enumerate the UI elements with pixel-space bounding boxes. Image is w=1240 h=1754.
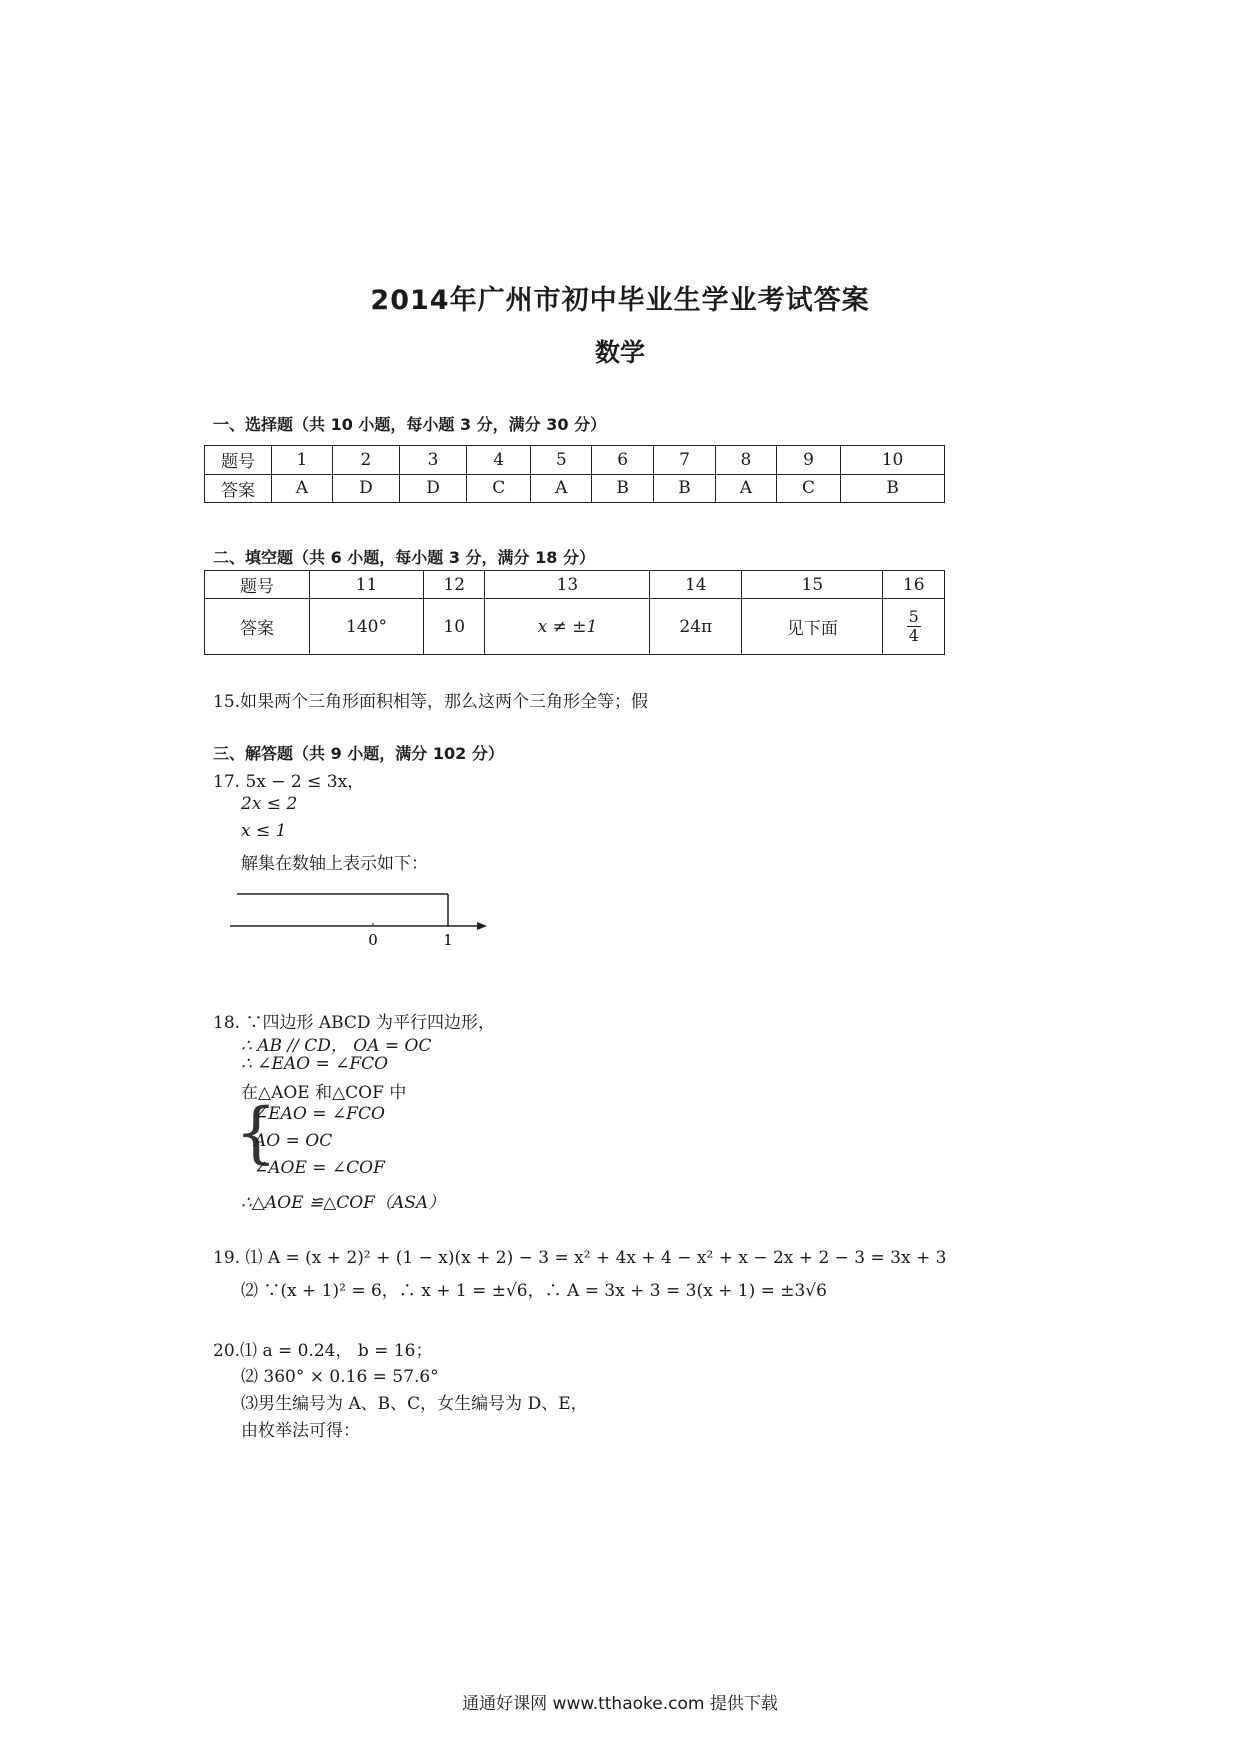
q18-line1: 18. ∵四边形 ABCD 为平行四边形，: [213, 1013, 495, 1033]
number-line: [225, 888, 505, 948]
question-number: 9: [776, 446, 840, 475]
q17-line4: 解集在数轴上表示如下：: [241, 854, 428, 874]
q20-line1: 20.⑴ a = 0.24， b = 16；: [213, 1341, 433, 1361]
answer-cell: B: [592, 474, 654, 503]
answer-row: [205, 474, 945, 503]
answer-cell: A: [531, 474, 592, 503]
q20-line2: ⑵ 360° × 0.16 = 57.6°: [241, 1367, 439, 1387]
question-number: 11: [310, 571, 424, 599]
answer-cell: A: [272, 474, 333, 503]
answer-cell: x ≠ ±1: [485, 599, 650, 655]
question-number: 2: [332, 446, 399, 475]
choice-answer-table: [204, 445, 945, 503]
answer-cell: 10: [423, 599, 485, 655]
answer-cell: 24π: [650, 599, 742, 655]
q18-line4: 在△AOE 和△COF 中: [241, 1083, 407, 1103]
question-number: 7: [654, 446, 716, 475]
q17-line3: x ≤ 1: [241, 821, 287, 841]
subject-title: 数学: [594, 338, 645, 367]
row-label: 题号: [205, 446, 272, 475]
answer-cell: C: [467, 474, 531, 503]
question-number: 4: [467, 446, 531, 475]
answer-cell: D: [399, 474, 466, 503]
question-row: [205, 571, 945, 599]
question-row: [205, 446, 945, 475]
q15-answer: 15.如果两个三角形面积相等，那么这两个三角形全等；假: [213, 692, 649, 712]
question-number: 12: [423, 571, 485, 599]
section2-heading: 二、填空题（共 6 小题，每小题 3 分，满分 18 分）: [213, 548, 595, 567]
answer-cell: 140°: [310, 599, 424, 655]
answer-cell: B: [841, 474, 945, 503]
fraction-denominator: 4: [908, 625, 919, 645]
q19-line2: ⑵ ∵(x + 1)² = 6，∴ x + 1 = ±√6，∴ A = 3x + 3 = 3(x + 1) = ±3√6: [241, 1281, 827, 1301]
q18-line3: ∴ ∠EAO = ∠FCO: [241, 1054, 389, 1074]
footer-source: 通通好课网 www.tthaoke.com 提供下载: [462, 1694, 778, 1714]
row-label: 题号: [205, 571, 310, 599]
question-number: 5: [531, 446, 592, 475]
axis-arrow: [477, 922, 487, 930]
q20-line3: ⑶男生编号为 A、B、C，女生编号为 D、E，: [241, 1394, 588, 1414]
q18-line2: ∴ AB // CD， OA = OC: [241, 1036, 432, 1056]
tick-label-1: 1: [443, 931, 453, 948]
answer-cell: D: [332, 474, 399, 503]
q17-line1: 17. 5x − 2 ≤ 3x，: [213, 772, 365, 792]
answer-cell: B: [654, 474, 716, 503]
q18-condition1: ∠EAO = ∠FCO: [254, 1104, 385, 1124]
question-number: 8: [716, 446, 777, 475]
question-number: 16: [883, 571, 945, 599]
q18-condition2: AO = OC: [254, 1131, 333, 1151]
q18-condition3: ∠AOE = ∠COF: [254, 1158, 385, 1178]
question-number: 15: [742, 571, 883, 599]
answer-cell: [883, 599, 945, 655]
fraction-numerator: 5: [908, 606, 919, 626]
answer-cell: C: [776, 474, 840, 503]
answer-cell: A: [716, 474, 777, 503]
question-number: 10: [841, 446, 945, 475]
q19-line1: 19. ⑴ A = (x + 2)² + (1 − x)(x + 2) − 3 = x² + 4x + 4 − x² + x − 2x + 2 − 3 = 3x + 3: [213, 1248, 947, 1268]
tick-label-0: 0: [368, 931, 378, 948]
left-brace: {: [235, 1094, 277, 1171]
question-number: 3: [399, 446, 466, 475]
answer-row: [205, 599, 945, 655]
question-number: 14: [650, 571, 742, 599]
q20-line4: 由枚举法可得：: [241, 1421, 360, 1441]
fill-answer-table: [204, 570, 945, 655]
row-label: 答案: [205, 599, 310, 655]
section1-heading: 一、选择题（共 10 小题，每小题 3 分，满分 30 分）: [213, 415, 607, 434]
q17-line2: 2x ≤ 2: [241, 794, 298, 814]
document-title: 2014年广州市初中毕业生学业考试答案: [370, 285, 870, 316]
section3-heading: 三、解答题（共 9 小题，满分 102 分）: [213, 744, 504, 763]
row-label: 答案: [205, 474, 272, 503]
question-number: 13: [485, 571, 650, 599]
question-number: 6: [592, 446, 654, 475]
answer-cell: 见下面: [742, 599, 883, 655]
question-number: 1: [272, 446, 333, 475]
fraction: [907, 608, 921, 645]
q18-line5: ∴△AOE ≌△COF（ASA）: [241, 1193, 446, 1213]
